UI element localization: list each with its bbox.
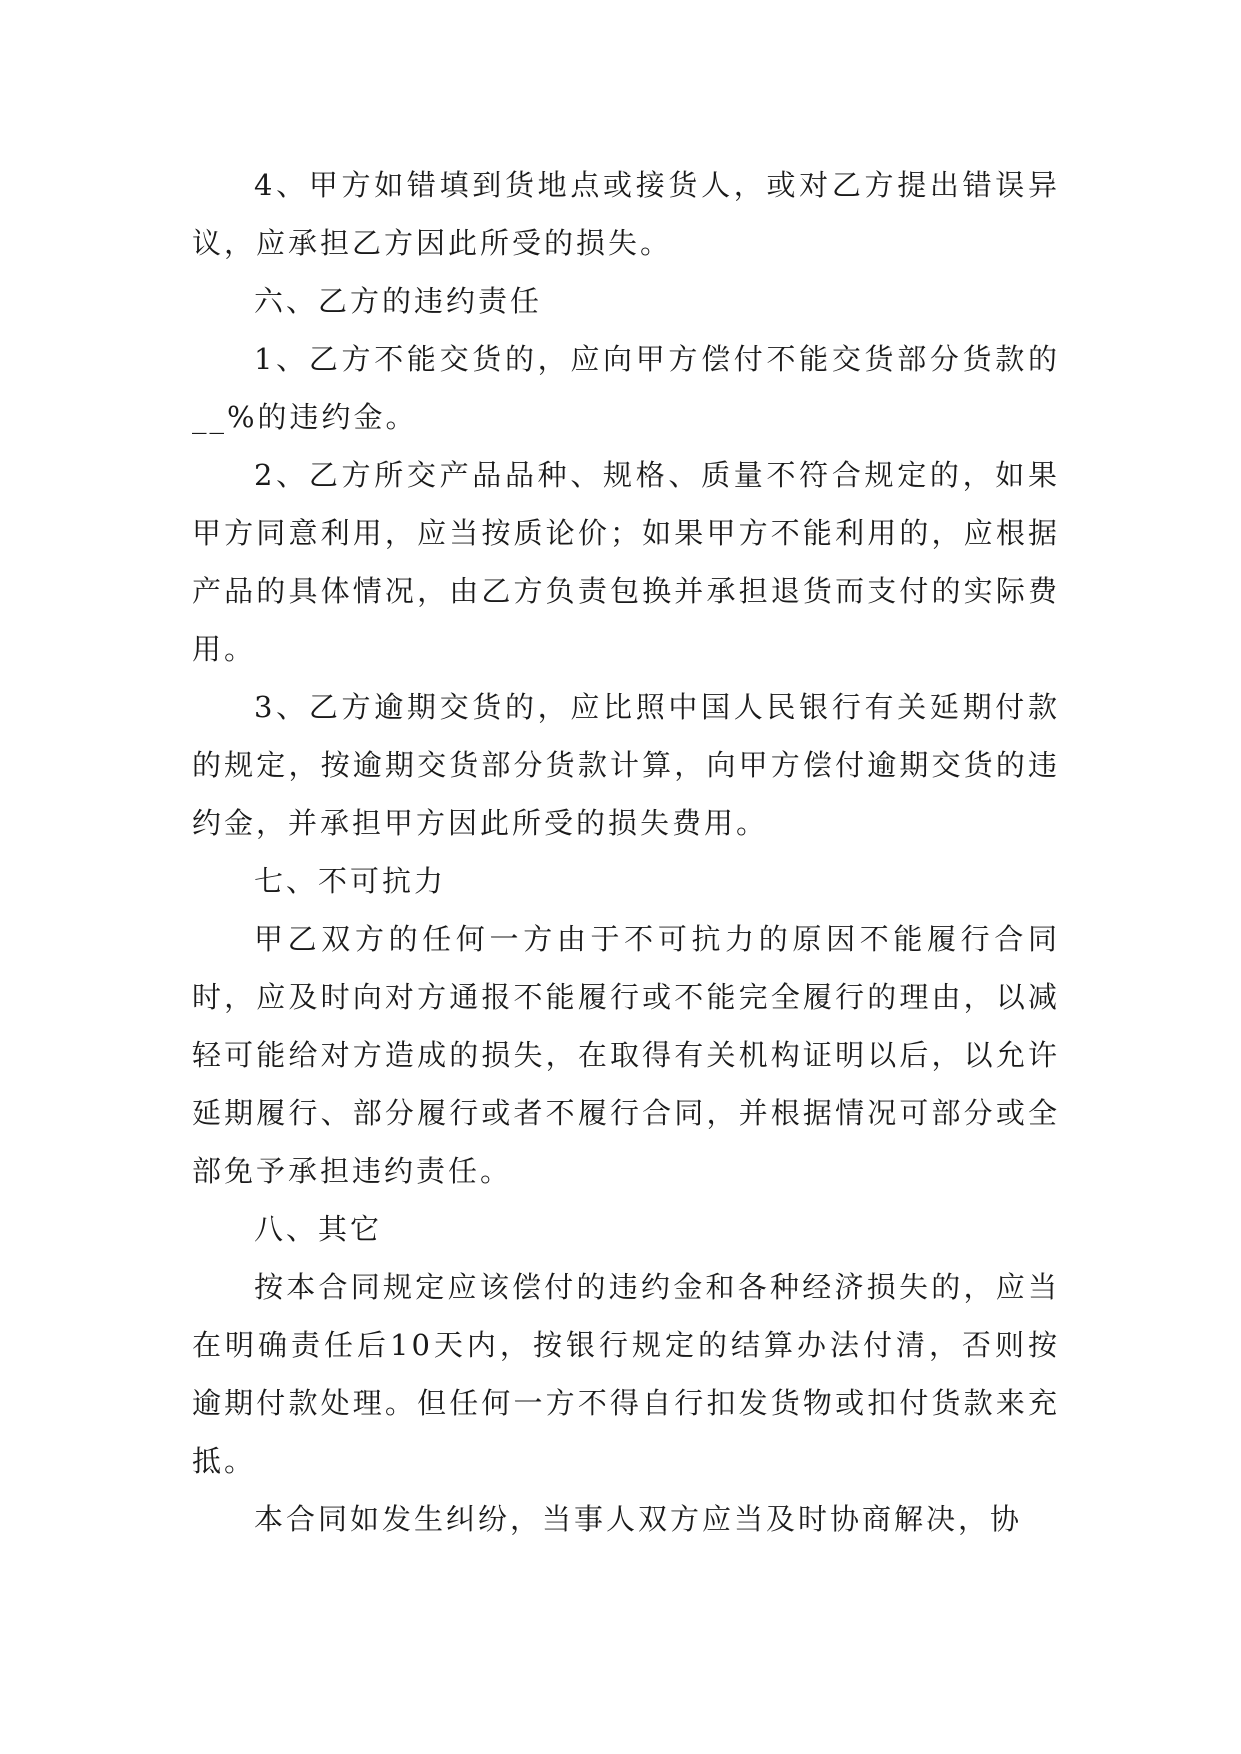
clause-6-1: 1、乙方不能交货的，应向甲方偿付不能交货部分货款的__%的违约金。 [192,342,1060,434]
clause-7-body: 甲乙双方的任何一方由于不可抗力的原因不能履行合同时，应及时向对方通报不能履行或不能完全履行的理由，以减轻可能给对方造成的损失，在取得有关机构证明以后，以允许延期履行、部分履行或者不履行合同，并根据情况可部分或全部免予承担违约责任。 [192,922,1060,1188]
section-7-heading: 七、不可抗力 [254,864,447,898]
section-8-heading: 八、其它 [254,1212,383,1246]
clause-8-body-1: 按本合同规定应该偿付的违约金和各种经济损失的，应当在明确责任后10天内，按银行规定的结算办法付清，否则按逾期付款处理。但任何一方不得自行扣发货物或扣付货款来充抵。 [192,1270,1060,1478]
document-body [192,156,1060,1548]
clause-5-4: 4、甲方如错填到货地点或接货人，或对乙方提出错误异议，应承担乙方因此所受的损失。 [192,168,1060,260]
clause-6-3: 3、乙方逾期交货的，应比照中国人民银行有关延期付款的规定，按逾期交货部分货款计算，向甲方偿付逾期交货的违约金，并承担甲方因此所受的损失费用。 [192,690,1060,840]
section-6-heading: 六、乙方的违约责任 [254,284,543,318]
clause-8-body-2: 本合同如发生纠纷，当事人双方应当及时协商解决，协 [254,1502,1023,1536]
clause-6-2: 2、乙方所交产品品种、规格、质量不符合规定的，如果甲方同意利用，应当按质论价；如果甲方不能利用的，应根据产品的具体情况，由乙方负责包换并承担退货而支付的实际费用。 [192,458,1060,666]
